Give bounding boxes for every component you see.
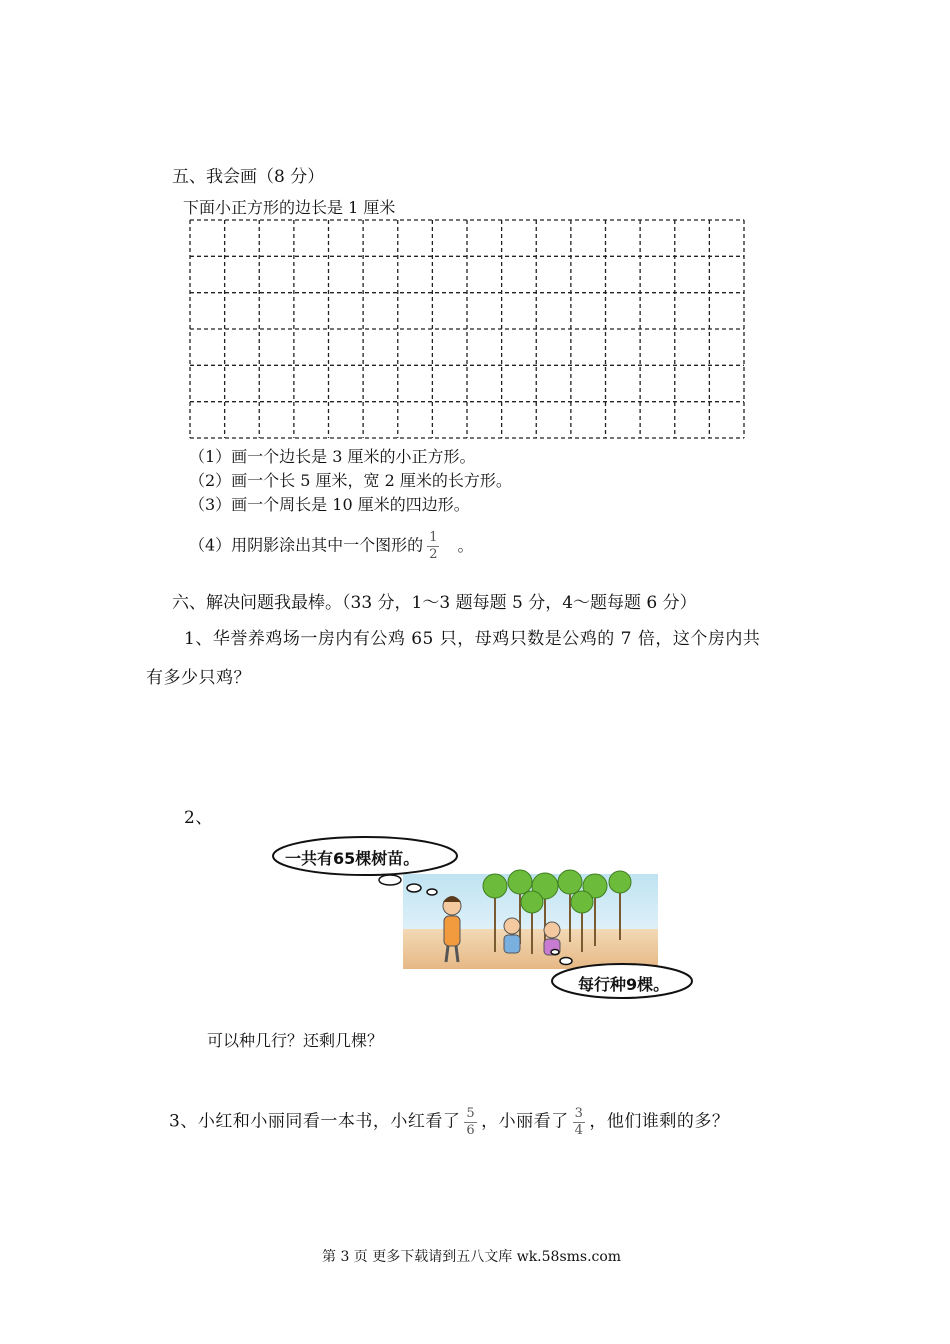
- section6-title: 六、解决问题我最棒。（33 分，1～3 题每题 5 分，4～题每题 6 分）: [172, 593, 697, 613]
- dashed-grid: [189, 219, 745, 439]
- fraction-numerator: 5: [466, 1106, 476, 1121]
- q2-question: 可以种几行？还剩几棵？: [207, 1031, 384, 1050]
- bubble-dot: [427, 889, 437, 895]
- section5-item-1: （1）画一个边长是 3 厘米的小正方形。: [189, 447, 476, 466]
- bubble-bottom-text: 每行种9棵。: [578, 975, 670, 994]
- bubble-dot: [407, 884, 421, 892]
- fraction-numerator: 1: [429, 530, 438, 545]
- q1-line2: 有多少只鸡？: [146, 668, 251, 688]
- q3-text-2: ，小丽看了: [481, 1111, 569, 1132]
- bubble-dot: [560, 958, 572, 965]
- fraction-numerator: 3: [574, 1106, 584, 1121]
- fraction-denominator: 6: [466, 1122, 476, 1138]
- q3-text-1: 3、小红和小丽同看一本书，小红看了: [169, 1111, 461, 1132]
- bubble-dot: [551, 950, 559, 955]
- fraction-five-sixths: [464, 1106, 477, 1138]
- section5-intro: 下面小正方形的边长是 1 厘米: [183, 198, 396, 217]
- bubble-top-text: 一共有65棵树苗。: [285, 849, 420, 868]
- fraction-denominator: 4: [574, 1122, 584, 1138]
- grid-svg: [189, 219, 745, 439]
- q1-line1: 1、华誉养鸡场一房内有公鸡 65 只，母鸡只数是公鸡的 7 倍，这个房内共: [184, 629, 761, 649]
- bubble-dot: [379, 875, 401, 885]
- item4-period: 。: [457, 535, 474, 555]
- section5-item-4: [189, 530, 473, 562]
- section5-item-2: （2）画一个长 5 厘米，宽 2 厘米的长方形。: [189, 471, 512, 490]
- fraction-three-quarters: [573, 1106, 586, 1138]
- fraction-denominator: 2: [429, 546, 438, 562]
- fraction-one-half: [427, 530, 439, 562]
- q3-text-3: ，他们谁剩的多？: [589, 1111, 730, 1132]
- item4-text: （4）用阴影涂出其中一个图形的: [189, 535, 424, 555]
- section5-item-3: （3）画一个周长是 10 厘米的四边形。: [189, 495, 470, 514]
- q2-label: 2、: [184, 808, 213, 828]
- page-footer: 第 3 页 更多下载请到五八文库 wk.58sms.com: [322, 1249, 622, 1265]
- section5-title: 五、我会画（8 分）: [172, 167, 325, 187]
- q3-line: [169, 1106, 729, 1138]
